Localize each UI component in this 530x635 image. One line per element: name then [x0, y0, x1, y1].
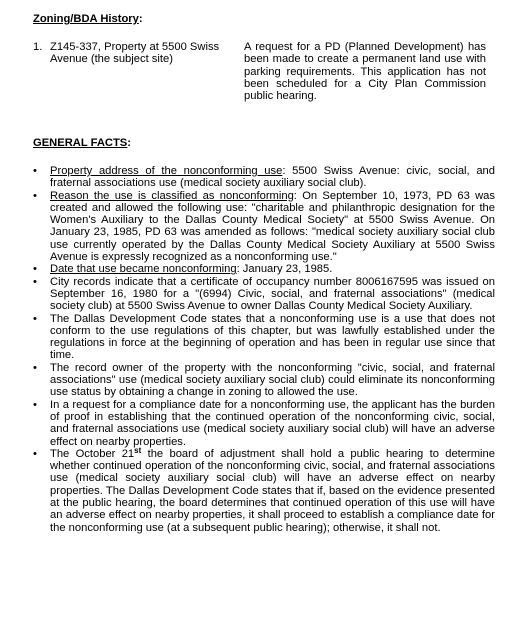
- fact-text-pre: The October 21: [50, 447, 135, 460]
- history-item-description: A request for a PD (Planned Development) has been made to create a permanent land use with parking requirements. This application has not been scheduled for a City Plan Commission public hearing.: [244, 41, 486, 103]
- bullet-icon: •: [33, 447, 37, 460]
- fact-item: [33, 399, 495, 448]
- bullet-icon: •: [33, 263, 37, 276]
- bullet-icon: •: [33, 361, 37, 374]
- fact-text: The Dallas Development Code states that a nonconforming use is a use that does not conform to the use regulations of this chapter, but was lawfully established under the regulations in force at the beginning of operation and has been in regular use since that time.: [50, 312, 495, 362]
- fact-item: [33, 445, 495, 534]
- bullet-icon: •: [33, 312, 37, 325]
- bullet-icon: •: [33, 398, 37, 411]
- fact-item: [33, 190, 495, 264]
- bullet-icon: •: [33, 165, 37, 177]
- fact-item: [33, 362, 495, 399]
- fact-text: : On September 10, 1973, PD 63 was created and allowed the following use: "charitable and philanthropic designation for the Women's Auxiliary to the Dallas County Medical Society" at 5500 Swiss Avenue. On January 23, 1985, PD 63 was amended as follows: "medical society auxiliary social club use currently operated by the Dallas County Medical Society Auxiliary at 5500 Swiss Avenue is expressly recognized as a nonconforming use.": [50, 189, 495, 264]
- zoning-history-heading: Zoning/BDA History:: [33, 13, 143, 25]
- fact-item: [33, 165, 495, 190]
- general-facts-list: [33, 165, 495, 534]
- bullet-icon: •: [33, 275, 37, 288]
- fact-label: Property address of the nonconforming use: [50, 165, 283, 177]
- fact-text: the board of adjustment shall hold a public hearing to determine whether continued operation of the nonconforming civic, social, and fraternal associations use (medical society auxiliary social club) will have an adverse effect on nearby properties. The Dallas Development Code states that if, based on the evidence presented at the public hearing, the board determines that continued operation of this use will have an adverse effect on nearby properties, it shall proceed to establish a compliance date for the nonconforming use (at a subsequent public hearing); otherwise, it shall not.: [50, 447, 495, 534]
- history-item-number: 1.: [33, 41, 43, 53]
- bullet-icon: •: [33, 189, 37, 202]
- fact-text: : January 23, 1985.: [236, 263, 333, 276]
- fact-item: [33, 313, 495, 362]
- fact-item: [33, 276, 495, 313]
- fact-label: Reason the use is classified as nonconforming: [50, 189, 294, 202]
- fact-text: In a request for a compliance date for a nonconforming use, the applicant has the burden of proof in establishing that the continued operation of the nonconforming civic, social, and fraternal associations use (medical society auxiliary social club) will have an adverse effect on nearby properties.: [50, 398, 495, 448]
- fact-label: Date that use became nonconforming: [50, 263, 237, 276]
- fact-text: The record owner of the property with the nonconforming "civic, social, and fraternal associations" use (medical society auxiliary social club) could eliminate its nonconforming use status by obtaining a change in zoning to allowed the use.: [50, 361, 495, 399]
- fact-item: [33, 263, 495, 275]
- history-item-case-text: Z145-337, Property at 5500 Swiss Avenue (the subject site): [50, 41, 220, 66]
- fact-text: City records indicate that a certificate of occupancy number 8006167595 was issued on September 16, 1980 for a "(6994) Civic, social, and fraternal associations" (medical society club) at 5500 Swiss Avenue to owner Dallas County Medical Society Auxiliary.: [50, 275, 495, 313]
- fact-text: : 5500 Swiss Avenue: civic, social, and fraternal associations use (medical society auxiliary social club).: [50, 165, 495, 190]
- general-facts-heading: GENERAL FACTS:: [33, 137, 132, 149]
- fact-superscript: st: [134, 445, 142, 455]
